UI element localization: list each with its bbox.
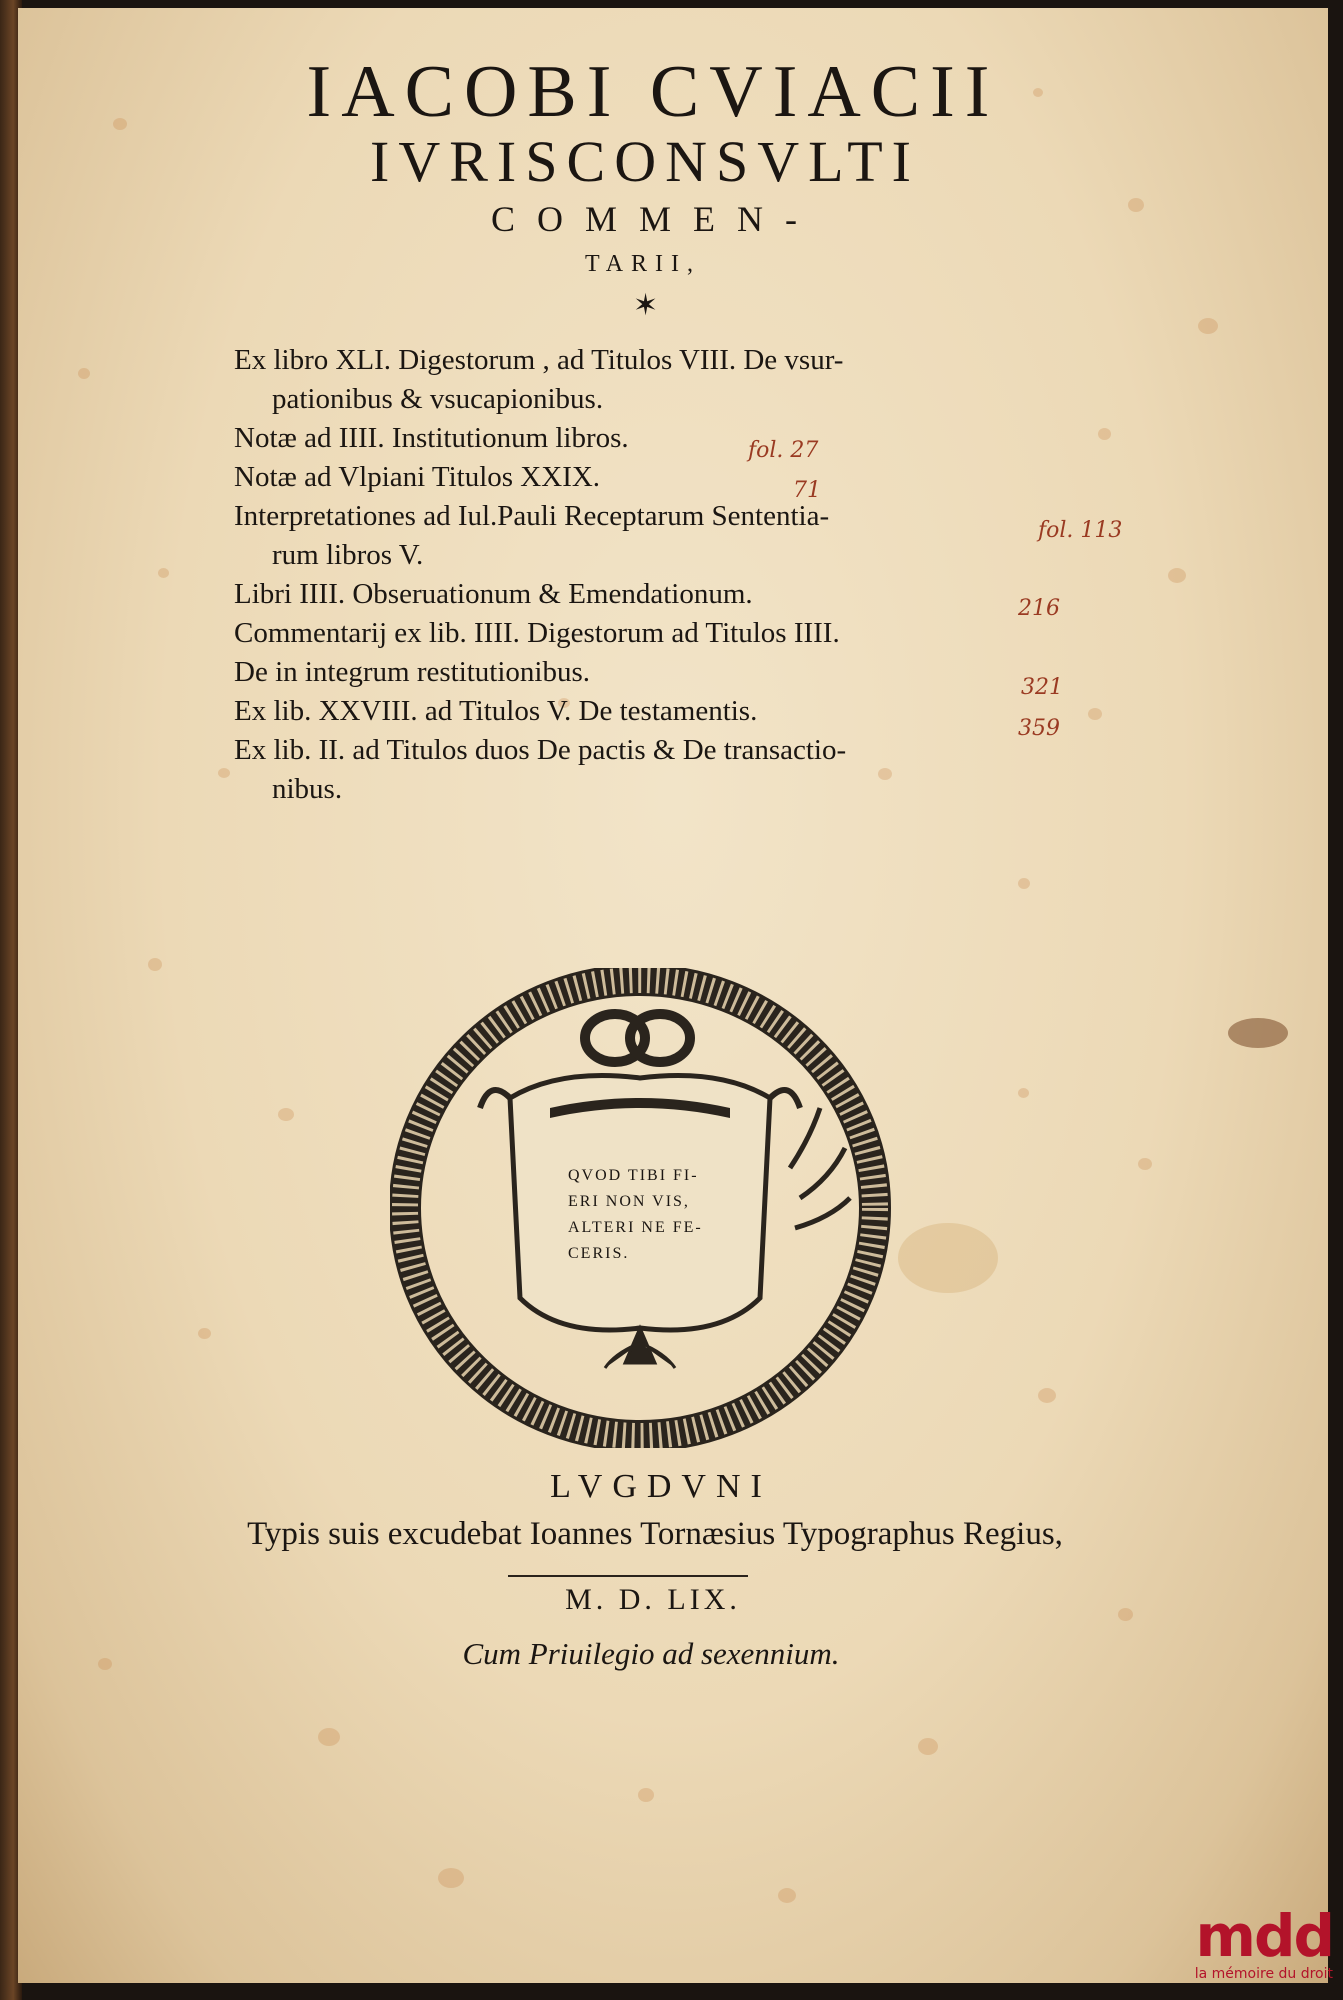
logo-subtitle: la mémoire du droit [1194,1966,1333,1982]
entry-line: Notæ ad Vlpiani Titulos XXIX. [234,461,601,493]
mdd-watermark-logo [1173,1902,1333,1988]
contents-list [234,341,1034,809]
interlocked-rings-icon [585,1014,690,1062]
handwritten-note: 321 [1021,675,1063,700]
motto-line: CERIS. [568,1245,630,1262]
entry-line: Libri IIII. Obseruationum & Emendationum. [234,578,753,610]
entry-line: Ex libro XLI. Digestorum , ad Titulos VIII. De vsur- [234,344,844,376]
ornament-star: ✶ [633,288,659,323]
entry-line: De in integrum restitutionibus. [234,656,591,688]
entry-line: Ex lib. II. ad Titulos duos De pactis & De transactio- [234,734,847,766]
contents-entry [234,653,1034,692]
handwritten-note: fol. 113 [1038,518,1123,543]
entry-line: Ex lib. XXVIII. ad Titulos V. De testamentis. [234,695,758,727]
title-commentarii-part1: COMMEN- [490,199,819,239]
motto-line: ERI NON VIS, [568,1193,690,1210]
contents-entry [234,731,1034,809]
privilege-line: Cum Priuilegio ad sexennium. [462,1636,840,1671]
handwritten-note: 359 [1018,716,1060,741]
contents-entry [234,692,1034,731]
title-author: IACOBI CVIACII [306,51,1000,133]
contents-entry [234,614,1034,653]
entry-line: Commentarij ex lib. IIII. Digestorum ad Titulos IIII. [234,617,840,649]
entry-line: Notæ ad IIII. Institutionum libros. [234,422,629,454]
entry-line: pationibus & vsucapionibus. [272,383,604,415]
handwritten-note: 216 [1018,596,1060,621]
contents-entry [234,458,1034,497]
printers-device-emblem [390,968,910,1448]
contents-entry [234,419,1034,458]
imprint-place: LVGDVNI [550,1468,772,1505]
logo-mark: mdd [1195,1902,1333,1970]
divider-rule [508,1575,748,1577]
title-commentarii-part2: TARII, [584,251,702,277]
entry-line: rum libros V. [272,539,424,571]
handwritten-note: fol. 27 [748,438,819,463]
imprint-year: M. D. LIX. [565,1583,741,1616]
fleur-ornament-icon [605,1328,675,1368]
entry-line: Interpretationes ad Iul.Pauli Receptarum Sententia- [234,500,830,532]
contents-entry [234,497,1034,575]
contents-entry [234,575,1034,614]
motto-line: QVOD TIBI FI- [568,1167,699,1184]
title-profession: IVRISCONSVLTI [370,129,920,194]
entry-line: nibus. [272,773,343,805]
handwritten-note: 71 [793,478,821,503]
contents-entry [234,341,1034,419]
imprint-printer: Typis suis excudebat Ioannes Tornæsius Typographus Regius, [247,1516,1063,1552]
motto-line: ALTERI NE FE- [568,1219,703,1236]
title-page [18,8,1328,1983]
serpent-branch-icon [790,1108,850,1228]
